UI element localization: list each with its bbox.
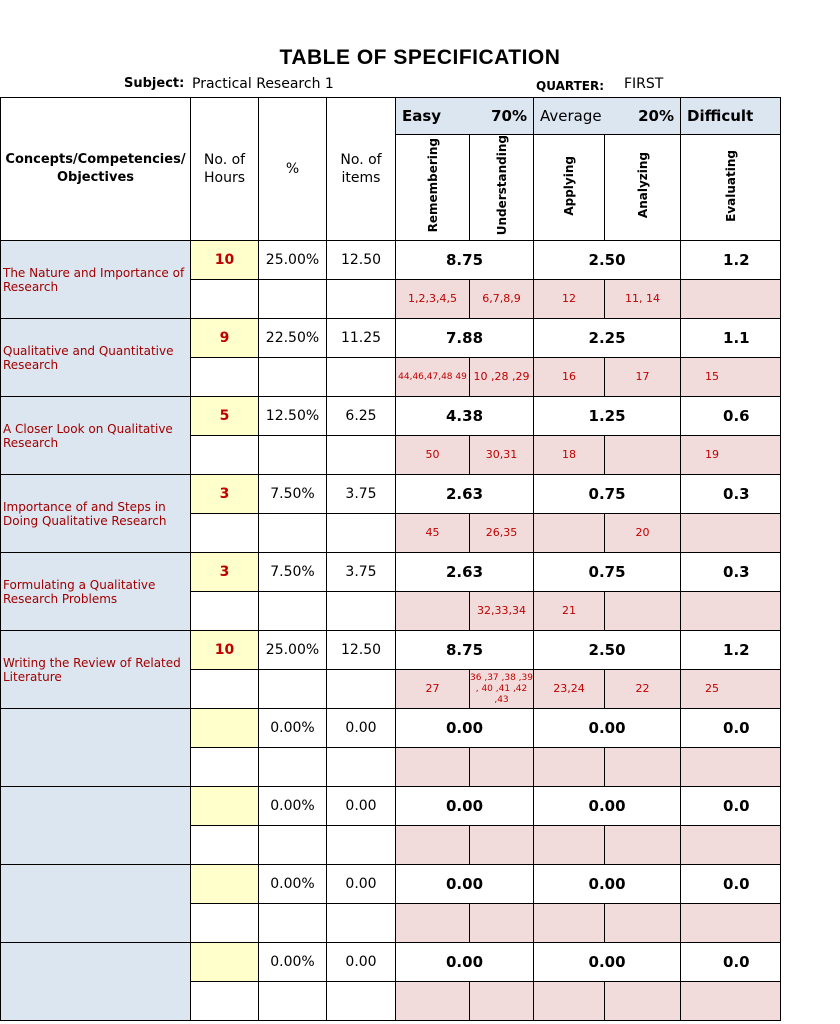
items-blank-cell[interactable] — [327, 280, 396, 319]
evaluating-items-cell[interactable] — [681, 904, 781, 943]
evaluating-items-cell[interactable]: 25 — [681, 670, 781, 709]
hours-cell[interactable] — [191, 865, 259, 904]
subject-label: Subject: — [124, 76, 185, 91]
header-concepts: Concepts/Competencies/ Objectives — [1, 98, 191, 241]
evaluating-items-cell[interactable] — [681, 514, 781, 553]
percent-cell[interactable]: 0.00% — [259, 865, 327, 904]
easy-value-cell[interactable]: 4.38 — [396, 397, 534, 436]
subject-value[interactable]: Practical Research 1 — [192, 76, 334, 92]
applying-items-cell[interactable] — [534, 904, 605, 943]
specification-table — [0, 97, 781, 1021]
items-cell[interactable]: 0.00 — [327, 787, 396, 826]
difficult-value-cell[interactable]: 0.0 — [681, 787, 781, 826]
average-pct: 20% — [638, 107, 675, 125]
remembering-items-cell[interactable] — [396, 826, 470, 865]
hours-cell[interactable]: 3 — [191, 475, 259, 514]
hours-cell[interactable]: 3 — [191, 553, 259, 592]
understanding-items-cell[interactable]: 36 ,37 ,38 ,39 , 40 ,41 ,42 ,43 — [470, 670, 534, 709]
remembering-items-cell[interactable]: 44,46,47,48 49 — [396, 358, 470, 397]
easy-value-cell[interactable]: 0.00 — [396, 709, 534, 748]
items-cell[interactable]: 12.50 — [327, 631, 396, 670]
percent-cell[interactable]: 7.50% — [259, 553, 327, 592]
hours-cell[interactable] — [191, 709, 259, 748]
percent-blank-cell[interactable] — [259, 514, 327, 553]
difficult-value-cell[interactable]: 0.6 — [681, 397, 781, 436]
remembering-items-cell[interactable]: 45 — [396, 514, 470, 553]
quarter-value[interactable]: FIRST — [624, 76, 664, 92]
easy-band — [396, 98, 534, 135]
items-blank-cell[interactable] — [327, 670, 396, 709]
analyzing-items-cell[interactable] — [605, 592, 681, 631]
percent-blank-cell[interactable] — [259, 982, 327, 1021]
understanding-items-cell[interactable]: 30,31 — [470, 436, 534, 475]
understanding-items-cell[interactable] — [470, 982, 534, 1021]
hours-cell[interactable]: 10 — [191, 631, 259, 670]
table-row — [1, 241, 781, 280]
header-analyzing — [605, 135, 681, 241]
items-blank-cell[interactable] — [327, 748, 396, 787]
easy-value-cell[interactable]: 8.75 — [396, 631, 534, 670]
hours-cell[interactable]: 5 — [191, 397, 259, 436]
remembering-items-cell[interactable] — [396, 904, 470, 943]
items-cell[interactable]: 3.75 — [327, 475, 396, 514]
hours-cell[interactable]: 10 — [191, 241, 259, 280]
topic-cell[interactable] — [1, 865, 191, 943]
evaluating-items-cell[interactable] — [681, 280, 781, 319]
evaluating-items-cell[interactable]: 19 — [681, 436, 781, 475]
hours-blank-cell[interactable] — [191, 280, 259, 319]
understanding-items-cell[interactable] — [470, 748, 534, 787]
items-blank-cell[interactable] — [327, 358, 396, 397]
items-cell[interactable]: 0.00 — [327, 865, 396, 904]
average-value-cell[interactable]: 2.50 — [534, 241, 681, 280]
applying-items-cell[interactable]: 18 — [534, 436, 605, 475]
average-value-cell[interactable]: 1.25 — [534, 397, 681, 436]
topic-cell[interactable]: Importance of and Steps in Doing Qualitative Research — [1, 475, 191, 553]
header-percent: % — [259, 98, 327, 241]
evaluating-label: Evaluating — [723, 149, 738, 222]
header-hours: No. of Hours — [191, 98, 259, 241]
percent-cell[interactable]: 25.00% — [259, 631, 327, 670]
difficult-value-cell[interactable]: 1.1 — [681, 319, 781, 358]
hours-blank-cell[interactable] — [191, 904, 259, 943]
hours-blank-cell[interactable] — [191, 826, 259, 865]
hours-blank-cell[interactable] — [191, 358, 259, 397]
percent-blank-cell[interactable] — [259, 748, 327, 787]
percent-cell[interactable]: 25.00% — [259, 241, 327, 280]
percent-cell[interactable]: 0.00% — [259, 787, 327, 826]
table-row — [1, 553, 781, 592]
remembering-items-cell[interactable]: 1,2,3,4,5 — [396, 280, 470, 319]
easy-label: Easy — [402, 107, 442, 125]
difficult-value-cell[interactable]: 1.2 — [681, 241, 781, 280]
analyzing-items-cell[interactable]: 11, 14 — [605, 280, 681, 319]
table-row — [1, 475, 781, 514]
hours-cell[interactable] — [191, 787, 259, 826]
easy-value-cell[interactable]: 0.00 — [396, 865, 534, 904]
applying-label: Applying — [562, 155, 577, 216]
hours-blank-cell[interactable] — [191, 670, 259, 709]
analyzing-items-cell[interactable] — [605, 748, 681, 787]
analyzing-items-cell[interactable]: 17 — [605, 358, 681, 397]
percent-cell[interactable]: 0.00% — [259, 709, 327, 748]
difficult-value-cell[interactable]: 0.3 — [681, 553, 781, 592]
table-row — [1, 787, 781, 826]
items-cell[interactable]: 3.75 — [327, 553, 396, 592]
easy-value-cell[interactable]: 2.63 — [396, 475, 534, 514]
remembering-label: Remembering — [425, 138, 440, 233]
difficult-value-cell[interactable]: 0.0 — [681, 865, 781, 904]
understanding-items-cell[interactable]: 26,35 — [470, 514, 534, 553]
applying-items-cell[interactable] — [534, 982, 605, 1021]
difficult-value-cell[interactable]: 0.0 — [681, 709, 781, 748]
topic-cell[interactable] — [1, 709, 191, 787]
applying-items-cell[interactable] — [534, 748, 605, 787]
average-value-cell[interactable]: 0.75 — [534, 553, 681, 592]
remembering-items-cell[interactable]: 50 — [396, 436, 470, 475]
applying-items-cell[interactable]: 23,24 — [534, 670, 605, 709]
table-row — [1, 631, 781, 670]
average-value-cell[interactable]: 0.00 — [534, 865, 681, 904]
items-cell[interactable]: 0.00 — [327, 709, 396, 748]
hours-blank-cell[interactable] — [191, 982, 259, 1021]
topic-cell[interactable] — [1, 787, 191, 865]
difficult-value-cell[interactable]: 0.0 — [681, 943, 781, 982]
analyzing-items-cell[interactable]: 22 — [605, 670, 681, 709]
evaluating-items-cell[interactable] — [681, 748, 781, 787]
items-cell[interactable]: 11.25 — [327, 319, 396, 358]
items-blank-cell[interactable] — [327, 982, 396, 1021]
understanding-label: Understanding — [494, 135, 509, 236]
topic-cell[interactable]: The Nature and Importance of Research — [1, 241, 191, 319]
understanding-items-cell[interactable] — [470, 826, 534, 865]
hours-blank-cell[interactable] — [191, 436, 259, 475]
understanding-items-cell[interactable]: 32,33,34 — [470, 592, 534, 631]
easy-pct: 70% — [491, 107, 528, 125]
page-title: TABLE OF SPECIFICATION — [279, 46, 561, 69]
applying-items-cell[interactable]: 16 — [534, 358, 605, 397]
average-band — [534, 98, 681, 135]
percent-cell[interactable]: 12.50% — [259, 397, 327, 436]
analyzing-items-cell[interactable] — [605, 982, 681, 1021]
remembering-items-cell[interactable] — [396, 592, 470, 631]
items-blank-cell[interactable] — [327, 436, 396, 475]
difficult-value-cell[interactable]: 0.3 — [681, 475, 781, 514]
table-row — [1, 397, 781, 436]
remembering-items-cell[interactable]: 27 — [396, 670, 470, 709]
percent-blank-cell[interactable] — [259, 592, 327, 631]
topic-cell[interactable]: Formulating a Qualitative Research Problems — [1, 553, 191, 631]
table-row — [1, 319, 781, 358]
easy-value-cell[interactable]: 8.75 — [396, 241, 534, 280]
evaluating-items-cell[interactable]: 15 — [681, 358, 781, 397]
evaluating-items-cell[interactable] — [681, 592, 781, 631]
percent-blank-cell[interactable] — [259, 904, 327, 943]
items-cell[interactable]: 12.50 — [327, 241, 396, 280]
understanding-items-cell[interactable] — [470, 904, 534, 943]
topic-cell[interactable]: Qualitative and Quantitative Research — [1, 319, 191, 397]
items-blank-cell[interactable] — [327, 514, 396, 553]
percent-blank-cell[interactable] — [259, 826, 327, 865]
understanding-items-cell[interactable]: 6,7,8,9 — [470, 280, 534, 319]
header-items: No. of items — [327, 98, 396, 241]
difficult-label: Difficult — [687, 107, 754, 125]
header-understanding — [470, 135, 534, 241]
hours-cell[interactable] — [191, 943, 259, 982]
spec-table-viewport — [0, 97, 754, 987]
table-row — [1, 865, 781, 904]
topic-cell[interactable]: A Closer Look on Qualitative Research — [1, 397, 191, 475]
easy-value-cell[interactable]: 2.63 — [396, 553, 534, 592]
quarter-label: QUARTER: — [536, 79, 604, 93]
topic-cell[interactable]: Writing the Review of Related Literature — [1, 631, 191, 709]
analyzing-items-cell[interactable]: 20 — [605, 514, 681, 553]
average-value-cell[interactable]: 2.25 — [534, 319, 681, 358]
analyzing-label: Analyzing — [635, 152, 650, 219]
difficult-band — [681, 98, 781, 135]
items-cell[interactable]: 0.00 — [327, 943, 396, 982]
header-evaluating — [681, 135, 781, 241]
applying-items-cell[interactable]: 21 — [534, 592, 605, 631]
average-value-cell[interactable]: 0.00 — [534, 709, 681, 748]
hours-blank-cell[interactable] — [191, 514, 259, 553]
percent-cell[interactable]: 22.50% — [259, 319, 327, 358]
items-blank-cell[interactable] — [327, 826, 396, 865]
easy-value-cell[interactable]: 0.00 — [396, 943, 534, 982]
average-label: Average — [540, 107, 602, 125]
easy-value-cell[interactable]: 0.00 — [396, 787, 534, 826]
average-value-cell[interactable]: 0.00 — [534, 787, 681, 826]
items-blank-cell[interactable] — [327, 592, 396, 631]
average-value-cell[interactable]: 0.00 — [534, 943, 681, 982]
percent-blank-cell[interactable] — [259, 670, 327, 709]
understanding-items-cell[interactable]: 10 ,28 ,29 — [470, 358, 534, 397]
items-blank-cell[interactable] — [327, 904, 396, 943]
percent-blank-cell[interactable] — [259, 436, 327, 475]
header-applying — [534, 135, 605, 241]
applying-items-cell[interactable]: 12 — [534, 280, 605, 319]
applying-items-cell[interactable] — [534, 826, 605, 865]
applying-items-cell[interactable] — [534, 514, 605, 553]
items-cell[interactable]: 6.25 — [327, 397, 396, 436]
analyzing-items-cell[interactable] — [605, 826, 681, 865]
analyzing-items-cell[interactable] — [605, 904, 681, 943]
percent-blank-cell[interactable] — [259, 280, 327, 319]
hours-cell[interactable]: 9 — [191, 319, 259, 358]
table-row — [1, 943, 781, 982]
remembering-items-cell[interactable] — [396, 748, 470, 787]
percent-cell[interactable]: 7.50% — [259, 475, 327, 514]
remembering-items-cell[interactable] — [396, 982, 470, 1021]
hours-blank-cell[interactable] — [191, 592, 259, 631]
average-value-cell[interactable]: 2.50 — [534, 631, 681, 670]
evaluating-items-cell[interactable] — [681, 982, 781, 1021]
difficult-value-cell[interactable]: 1.2 — [681, 631, 781, 670]
hours-blank-cell[interactable] — [191, 748, 259, 787]
header-remembering — [396, 135, 470, 241]
easy-value-cell[interactable]: 7.88 — [396, 319, 534, 358]
percent-cell[interactable]: 0.00% — [259, 943, 327, 982]
percent-blank-cell[interactable] — [259, 358, 327, 397]
topic-cell[interactable] — [1, 943, 191, 1021]
analyzing-items-cell[interactable] — [605, 436, 681, 475]
average-value-cell[interactable]: 0.75 — [534, 475, 681, 514]
table-row — [1, 709, 781, 748]
evaluating-items-cell[interactable] — [681, 826, 781, 865]
